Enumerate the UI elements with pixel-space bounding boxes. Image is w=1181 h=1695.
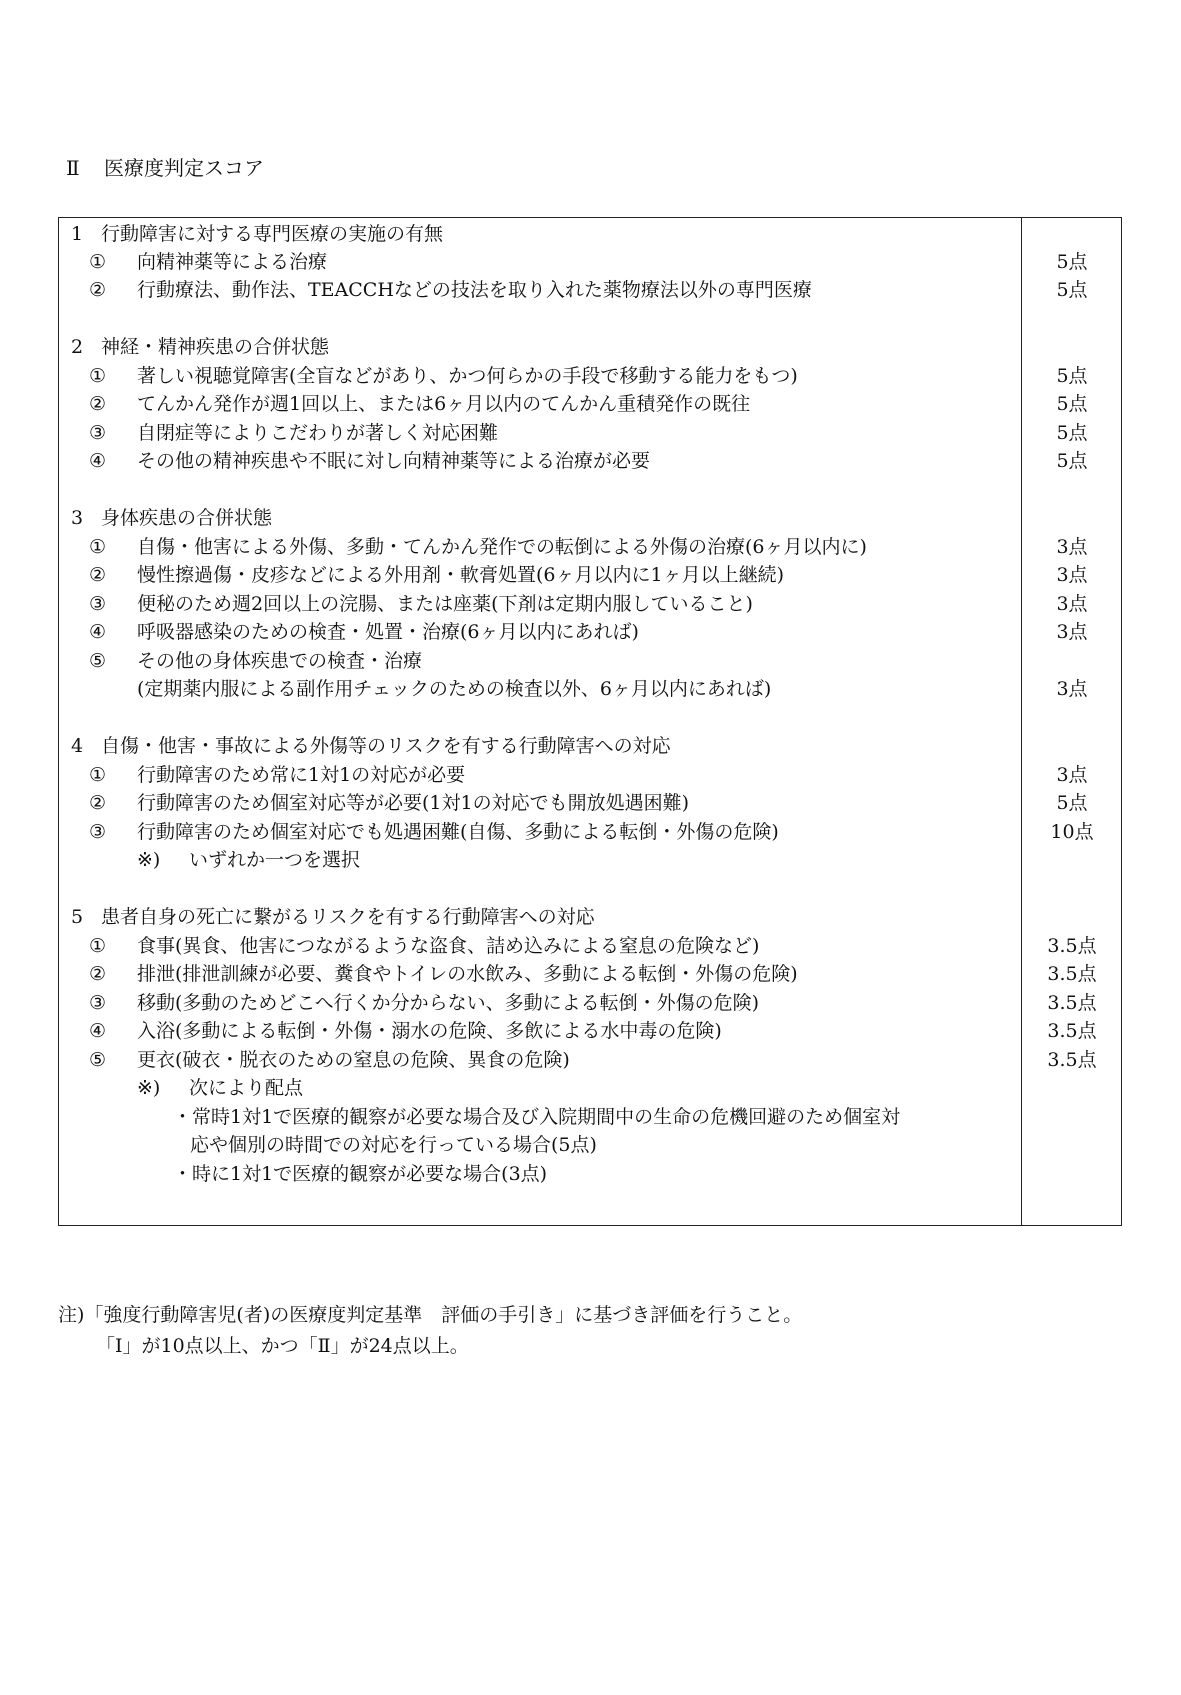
criteria-item xyxy=(59,618,1121,646)
item-text: 便秘のため週2回以上の浣腸、または座薬(下剤は定期内服していること) xyxy=(137,592,753,615)
note-text: いずれか一つを選択 xyxy=(189,849,361,871)
item-marker: ① xyxy=(89,250,107,273)
criteria-item xyxy=(59,1046,1121,1074)
section-number: 3 xyxy=(71,507,84,529)
item-text: 自傷・他害による外傷、多動・てんかん発作での転倒による外傷の治療(6ヶ月以内に) xyxy=(137,535,867,558)
item-score: 5点 xyxy=(1056,421,1088,444)
section-number: 4 xyxy=(71,735,84,757)
section-title: 神経・精神疾患の合併状態 xyxy=(101,336,330,358)
section-heading xyxy=(59,333,1121,361)
item-text: 排泄(排泄訓練が必要、糞食やトイレの水飲み、多動による転倒・外傷の危険) xyxy=(137,963,798,985)
item-score: 5点 xyxy=(1056,364,1088,387)
item-text: 移動(多動のためどこへ行くか分からない、多動による転倒・外傷の危険) xyxy=(137,991,760,1014)
section-note xyxy=(59,1074,1121,1102)
note-mark: ※) xyxy=(137,849,161,871)
criteria-item xyxy=(59,1017,1121,1045)
item-score: 3点 xyxy=(1056,592,1088,615)
rule-text: ・常時1対1で医療的観察が必要な場合及び入院期間中の生命の危機回避のため個室対 xyxy=(173,1105,901,1128)
item-score: 3.5点 xyxy=(1047,934,1097,957)
item-marker: ⑤ xyxy=(89,1048,107,1071)
item-text: 行動療法、動作法、TEACCHなどの技法を取り入れた薬物療法以外の専門医療 xyxy=(137,279,812,301)
item-text: (定期薬内服による副作用チェックのための検査以外、6ヶ月以内にあれば) xyxy=(137,678,772,700)
criteria-item xyxy=(59,276,1121,304)
criteria-item xyxy=(59,561,1121,589)
item-text: 呼吸器感染のための検査・処置・治療(6ヶ月以内にあれば) xyxy=(137,621,639,643)
section-number: 2 xyxy=(71,336,84,358)
item-score: 5点 xyxy=(1056,792,1088,814)
criteria-item xyxy=(59,789,1121,817)
section-heading xyxy=(59,732,1121,760)
item-marker: ① xyxy=(89,364,107,387)
heading-title: 医療度判定スコア xyxy=(104,156,264,180)
criteria-item xyxy=(59,447,1121,475)
item-score: 10点 xyxy=(1050,820,1094,843)
item-marker: ② xyxy=(89,792,107,814)
item-marker: ④ xyxy=(89,621,107,643)
criteria-item xyxy=(59,647,1121,675)
rule-text: 応や個別の時間での対応を行っている場合(5点) xyxy=(190,1134,597,1156)
item-text: 著しい視聴覚障害(全盲などがあり、かつ何らかの手段で移動する能力をもつ) xyxy=(137,364,798,387)
item-score: 5点 xyxy=(1056,450,1088,472)
item-marker: ③ xyxy=(89,820,107,843)
item-text: 行動障害のため個室対応等が必要(1対1の対応でも開放処遇困難) xyxy=(137,792,690,814)
item-marker: ④ xyxy=(89,1020,107,1042)
scoring-rule-continuation xyxy=(59,1131,1121,1159)
scoring-rule xyxy=(59,1103,1121,1131)
criteria-item xyxy=(59,590,1121,618)
section-number: 1 xyxy=(71,223,84,245)
item-score: 3点 xyxy=(1056,678,1088,700)
note-text: 次により配点 xyxy=(189,1077,304,1099)
item-score: 3点 xyxy=(1056,564,1088,586)
item-text: その他の身体疾患での検査・治療 xyxy=(137,649,423,672)
item-text: てんかん発作が週1回以上、または6ヶ月以内のてんかん重積発作の既往 xyxy=(137,393,751,415)
note-mark: ※) xyxy=(137,1077,161,1099)
page-heading xyxy=(66,152,264,181)
criteria-item xyxy=(59,419,1121,447)
section-note xyxy=(59,846,1121,874)
criteria-item xyxy=(59,989,1121,1017)
scoring-rule xyxy=(59,1160,1121,1188)
item-text: 行動障害のため個室対応でも処遇困難(自傷、多動による転倒・外傷の危険) xyxy=(137,820,779,843)
footnote-line-1: 注)「強度行動障害児(者)の医療度判定基準 評価の手引き」に基づき評価を行うこと。 xyxy=(58,1304,803,1326)
item-text: 食事(異食、他害につながるような盗食、詰め込みによる窒息の危険など) xyxy=(137,934,760,957)
item-marker: ③ xyxy=(89,592,107,615)
criteria-item xyxy=(59,533,1121,561)
criteria-item xyxy=(59,390,1121,418)
rule-text: ・時に1対1で医療的観察が必要な場合(3点) xyxy=(173,1162,548,1185)
item-text: 入浴(多動による転倒・外傷・溺水の危険、多飲による水中毒の危険) xyxy=(137,1020,722,1042)
item-marker: ① xyxy=(89,763,107,786)
item-marker: ⑤ xyxy=(89,649,107,672)
item-marker: ④ xyxy=(89,450,107,472)
item-marker: ① xyxy=(89,535,107,558)
item-score: 5点 xyxy=(1056,393,1088,415)
item-text: 行動障害のため常に1対1の対応が必要 xyxy=(137,763,466,786)
item-marker: ③ xyxy=(89,991,107,1014)
item-score: 3点 xyxy=(1056,763,1088,786)
item-marker: ① xyxy=(89,934,107,957)
item-score: 3.5点 xyxy=(1047,1048,1097,1071)
item-text: 自閉症等によりこだわりが著しく対応困難 xyxy=(137,421,499,444)
criteria-item xyxy=(59,248,1121,276)
item-text: 向精神薬等による治療 xyxy=(137,250,328,273)
heading-number: Ⅱ xyxy=(66,156,80,180)
section-title: 患者自身の死亡に繋がるリスクを有する行動障害への対応 xyxy=(101,906,595,928)
section-title: 行動障害に対する専門医療の実施の有無 xyxy=(101,223,444,245)
section-title: 身体疾患の合併状態 xyxy=(101,507,273,529)
criteria-item xyxy=(59,818,1121,846)
item-score: 3点 xyxy=(1056,621,1088,643)
section-heading xyxy=(59,220,1121,248)
footnote-line-2: 「Ⅰ」が10点以上、かつ「Ⅱ」が24点以上。 xyxy=(96,1335,469,1357)
item-score: 3.5点 xyxy=(1047,991,1097,1014)
item-text: 慢性擦過傷・皮疹などによる外用剤・軟膏処置(6ヶ月以内に1ヶ月以上継続) xyxy=(137,564,785,586)
item-marker: ② xyxy=(89,393,107,415)
item-score: 3点 xyxy=(1056,535,1088,558)
item-score: 5点 xyxy=(1056,250,1088,273)
criteria-item xyxy=(59,932,1121,960)
section-heading xyxy=(59,903,1121,931)
section-heading xyxy=(59,504,1121,532)
criteria-item xyxy=(59,362,1121,390)
item-marker: ② xyxy=(89,963,107,985)
item-marker: ② xyxy=(89,564,107,586)
item-marker: ② xyxy=(89,279,107,301)
item-text: 更衣(破衣・脱衣のための窒息の危険、異食の危険) xyxy=(137,1048,570,1071)
criteria-item-continuation xyxy=(59,675,1121,703)
section-title: 自傷・他害・事故による外傷等のリスクを有する行動障害への対応 xyxy=(101,735,671,757)
item-score: 3.5点 xyxy=(1047,963,1097,985)
section-number: 5 xyxy=(71,906,84,928)
criteria-item xyxy=(59,960,1121,988)
score-table xyxy=(58,217,1122,1226)
item-score: 3.5点 xyxy=(1047,1020,1097,1042)
item-marker: ③ xyxy=(89,421,107,444)
item-score: 5点 xyxy=(1056,279,1088,301)
criteria-item xyxy=(59,761,1121,789)
item-text: その他の精神疾患や不眠に対し向精神薬等による治療が必要 xyxy=(137,450,651,472)
